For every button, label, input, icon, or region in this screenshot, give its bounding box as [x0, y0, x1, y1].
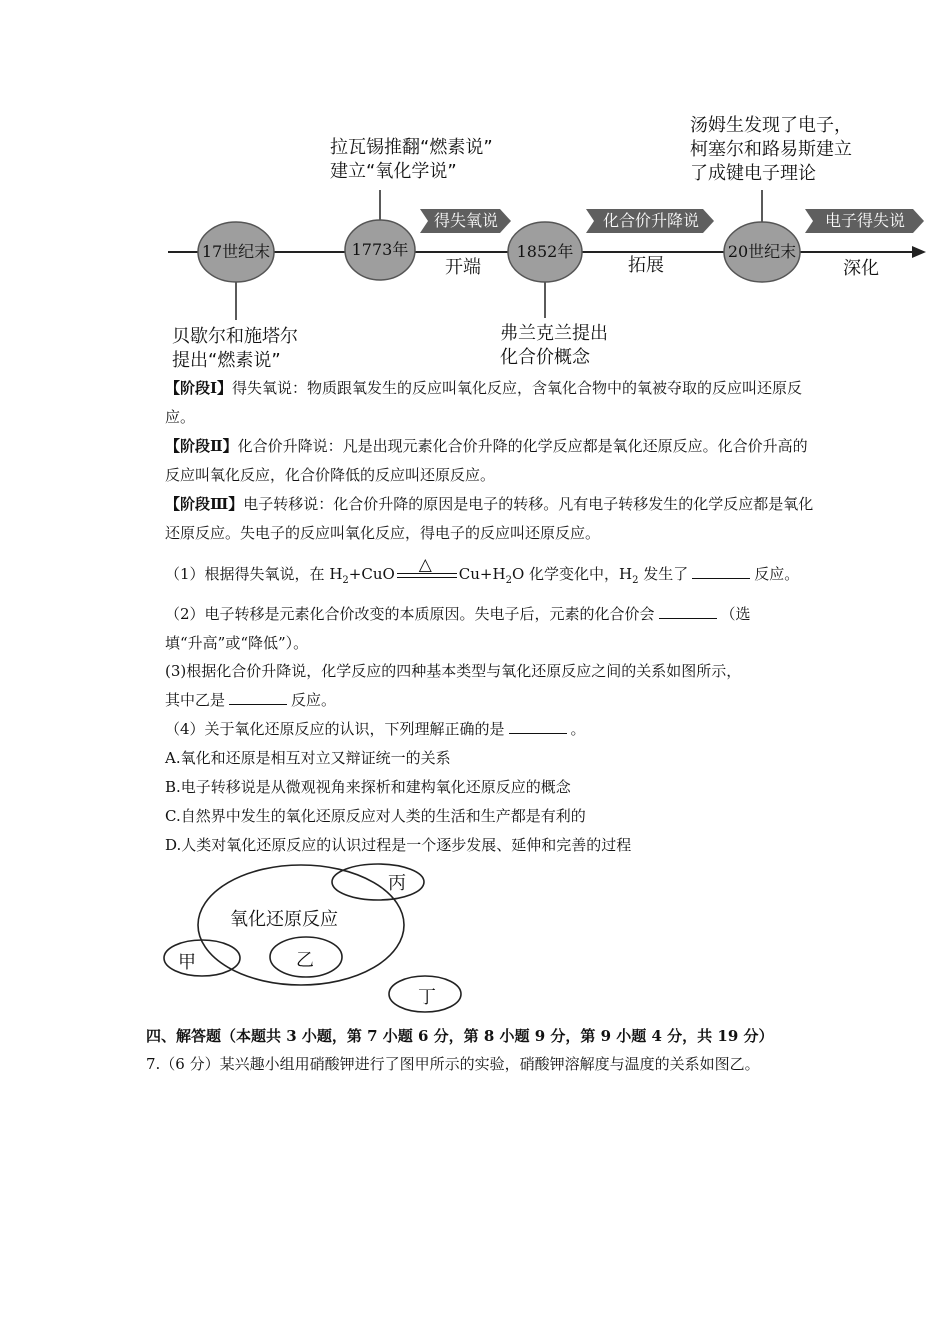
timeline-diagram: [0, 0, 950, 380]
answer-blank-1[interactable]: [692, 564, 750, 579]
option-d: D.人类对氧化还原反应的认识过程是一个逐步发展、延伸和完善的过程: [165, 836, 632, 854]
question-1: （1）根据得失氧说，在 $H_2+CuO$ △ $Cu+H_2O$ 化学变化中，$H_2$ 发生了 反应。: [165, 560, 799, 595]
timeline-arrow-head-icon: [912, 246, 926, 258]
venn-label-ding: 丁: [418, 987, 436, 1008]
venn-label-redox: 氧化还原反应: [230, 909, 338, 930]
stage-3: 【阶段Ⅲ】电子转移说：化合价升降的原因是电子的转移。凡有电子转移发生的化学反应都是氧化还原反应。失电子的反应叫氧化反应，得电子的反应叫还原反应。: [165, 495, 814, 542]
segment-label-deepen: 深化: [843, 258, 879, 279]
segment-label-expand: 拓展: [628, 255, 664, 276]
stage-2: 【阶段Ⅱ】化合价升降说：凡是出现元素化合价升降的化学反应都是氧化还原反应。化合价升高的反应叫氧化反应，化合价降低的反应叫还原反应。: [165, 437, 808, 484]
stage-1: 【阶段Ⅰ】得失氧说：物质跟氧发生的反应叫氧化反应，含氧化合物中的氧被夺取的反应叫还原反应。: [165, 379, 803, 426]
option-b: B.电子转移说是从微观视角来探析和建构氧化还原反应的概念: [165, 778, 571, 796]
answer-blank-3[interactable]: [229, 690, 287, 705]
node-label-1: 17世纪末: [201, 242, 271, 261]
tag-label-3: 电子得失说: [824, 211, 905, 230]
note-thomson: 汤姆生发现了电子， 柯塞尔和路易斯建立 了成键电子理论: [690, 115, 852, 184]
option-c: C.自然界中发生的氧化还原反应对人类的生活和生产都是有利的: [165, 807, 586, 825]
answer-blank-4[interactable]: [509, 719, 567, 734]
heat-equals-sign: [395, 555, 459, 585]
heat-condition-icon: △: [418, 555, 432, 575]
venn-label-jia: 甲: [178, 952, 196, 973]
node-label-4: 20世纪末: [727, 242, 797, 261]
section-heading: 四、解答题（本题共 3 小题，第 7 小题 6 分，第 8 小题 9 分，第 9 小题 4 分，共 19 分）: [146, 1027, 774, 1045]
question-4: （4）关于氧化还原反应的认识，下列理解正确的是 。 A.氧化和还原是相互对立又辩证统一的关系 B.电子转移说是从微观视角来探析和建构氧化还原反应的概念 C.自然界中发生的氧化还原反应对人类的生活和生产都是有利的 D.人类对氧化还原反应的认识过程是一个逐步发展、延伸和完善的过程: [165, 715, 631, 860]
segment-label-start: 开端: [445, 257, 481, 278]
note-becher: 贝歇尔和施塔尔 提出“燃素说”: [172, 326, 298, 371]
venn-label-bing: 丙: [388, 873, 406, 894]
node-label-2: 1773年: [351, 240, 409, 259]
question-3: (3)根据化合价升降说，化学反应的四种基本类型与氧化还原反应之间的关系如图所示， 其中乙是 反应。: [165, 662, 742, 709]
answer-blank-2[interactable]: [659, 604, 717, 619]
question-2: （2）电子转移是元素化合价改变的本质原因。失电子后，元素的化合价会 （选 填“升高”或“降低”）。: [165, 605, 751, 652]
venn-bing-ellipse: [332, 864, 424, 900]
option-a: A.氧化和还原是相互对立又辩证统一的关系: [165, 749, 451, 767]
venn-jia-ellipse: [164, 940, 240, 976]
venn-label-yi: 乙: [296, 950, 314, 971]
note-lavoisier: 拉瓦锡推翻“燃素说” 建立“氧化学说”: [330, 137, 493, 182]
stage-list: [165, 374, 815, 548]
tag-label-2: 化合价升降说: [602, 211, 699, 230]
note-frankland: 弗兰克兰提出 化合价概念: [500, 323, 608, 368]
node-label-3: 1852年: [516, 242, 574, 261]
question-7: 7.（6 分）某兴趣小组用硝酸钾进行了图甲所示的实验，硝酸钾溶解度与温度的关系如图乙。: [146, 1055, 760, 1073]
tag-label-1: 得失氧说: [433, 211, 498, 230]
